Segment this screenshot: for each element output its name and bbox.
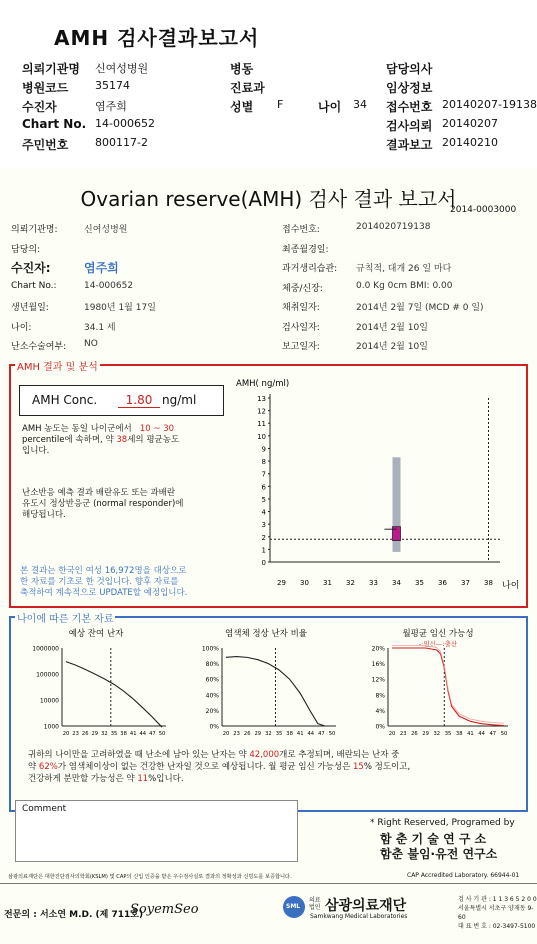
amh-response-prediction xyxy=(22,488,232,521)
y-tick-label: 0 xyxy=(261,559,266,567)
info-left-label: 수진자: xyxy=(11,261,51,275)
y-tick-label: 6 xyxy=(261,483,266,492)
y-tick-label: 3 xyxy=(261,521,266,530)
age-s3b: %입니다. xyxy=(148,774,184,784)
info-left-value: 34.1 세 xyxy=(84,322,116,333)
info-right-label: 최종월경일: xyxy=(282,244,329,255)
chart-title: 염색체 정상 난자 비율 xyxy=(224,629,308,639)
y-tick-label: 100000 xyxy=(36,671,59,679)
x-tick-label: 32 xyxy=(346,579,355,587)
amh-note1: 본 결과는 한국인 여성 16,972명을 대상으로 xyxy=(20,566,187,576)
info-right-label: 보고일자: xyxy=(282,342,320,352)
amh-p1c: 세의 평균농도 xyxy=(127,435,180,445)
age-s2a: 약 xyxy=(28,762,37,772)
remaining-eggs-value: 42,000 xyxy=(249,750,280,760)
y-tick-label: 16% xyxy=(371,661,385,669)
y-tick-label: 7 xyxy=(261,470,266,479)
amh-p2b: 유도시 정상반응군 (normal responder)에 xyxy=(22,499,184,509)
amh-age-chart xyxy=(228,372,524,602)
info-left-value: 염주희 xyxy=(84,261,119,275)
chart-title: 예상 잔여 난자 xyxy=(68,629,124,639)
y-tick-label: 11 xyxy=(257,420,266,429)
pregnancy-percent: 15 xyxy=(353,762,364,772)
x-tick-label: 29 xyxy=(91,731,99,737)
y-tick-label: 12% xyxy=(371,676,385,684)
info-left-label: 담당의: xyxy=(11,244,41,255)
header-value-v2: F xyxy=(277,98,284,111)
x-tick-label: 32 xyxy=(265,731,272,737)
amh-p1d: 입니다. xyxy=(22,446,50,456)
age-s2c: % 정도이고, xyxy=(363,762,411,772)
info-left-label: Chart No.: xyxy=(11,280,57,291)
info-left-value: 신여성병원 xyxy=(84,225,128,235)
x-tick-label: 50 xyxy=(158,731,166,737)
pregnancy-chance-chart xyxy=(358,626,518,742)
x-tick-label: 50 xyxy=(500,731,508,737)
header-value-v1: 염주희 xyxy=(95,100,127,113)
x-tick-label: 38 xyxy=(455,731,463,737)
comment-label: Comment xyxy=(22,804,67,814)
age-section-title: 나이에 따른 기본 자료 xyxy=(15,610,115,625)
y-tick-label: 40% xyxy=(205,692,219,700)
header-label-l3: 검사의뢰 xyxy=(386,119,433,133)
info-right-value: 0.0 Kg 0cm BMI: 0.00 xyxy=(356,280,453,291)
amh-p1b: percentile에 속하며, 약 xyxy=(22,435,114,445)
header-value-v3: 20140207-19138 xyxy=(442,98,537,111)
info-left-label: 나이: xyxy=(11,322,32,333)
header-label-l2: 병동 xyxy=(230,62,254,76)
y-tick-label: 8% xyxy=(375,692,385,700)
y-tick-label: 10 xyxy=(257,432,266,441)
x-tick-label: 32 xyxy=(101,731,108,737)
info-left-value: 14-000652 xyxy=(84,280,134,291)
y-tick-label: 4% xyxy=(375,707,385,715)
header-label-l3: 담당의사 xyxy=(386,62,433,76)
info-left-label: 생년월일: xyxy=(11,303,49,313)
info-right-value: 규칙적, 대개 26 일 마다 xyxy=(356,264,452,274)
x-tick-label: 26 xyxy=(243,731,251,737)
footer-divider xyxy=(0,883,537,884)
rights-line2: 함 춘 기 술 연 구 소 xyxy=(380,832,487,846)
x-tick-label: 23 xyxy=(233,731,240,737)
report-title: Ovarian reserve(AMH) 검사 결과 보고서 xyxy=(80,187,457,211)
x-tick-label: 44 xyxy=(139,731,147,737)
y-tick-label: 10000 xyxy=(39,697,59,705)
info-right-label: 접수번호: xyxy=(282,225,320,235)
y-tick-label: 8 xyxy=(261,458,266,467)
header-label-l2: 성별 xyxy=(230,100,254,114)
x-tick-label: 37 xyxy=(461,579,470,587)
y-tick-label: 0% xyxy=(375,723,385,731)
header-value-v4: 34 xyxy=(353,98,367,111)
info-right-value: 2014년 2월 10일 xyxy=(356,342,428,352)
header-value-v3: 20140210 xyxy=(442,136,498,149)
x-tick-label: 32 xyxy=(433,731,441,737)
x-tick-label: 23 xyxy=(399,731,407,737)
info-right-label: 채취일자: xyxy=(282,303,320,313)
rights-line1: * Right Reserved, Programed by xyxy=(370,818,515,828)
amh-p2c: 해당됩니다. xyxy=(22,510,66,520)
doctor-signature: SoyemSeo xyxy=(130,902,199,917)
x-tick-label: 41 xyxy=(296,731,304,737)
remaining-eggs-chart xyxy=(16,626,176,742)
x-tick-label: 35 xyxy=(275,731,283,737)
age-s2b: 가 염색체이상이 없는 건강한 난자일 것으로 예상됩니다. 월 평균 임신 가능성은 xyxy=(57,762,351,772)
amh-note3: 축적하여 계속적으로 UPDATE할 예정입니다. xyxy=(20,588,188,598)
x-tick-label: 44 xyxy=(307,731,315,737)
org-info2: 서울특별시 서초구 양재동 9-60 xyxy=(458,905,534,921)
y-tick-label: 20% xyxy=(205,707,219,715)
y-tick-label: 13 xyxy=(257,395,266,403)
header-label-l2: 진료과 xyxy=(230,81,265,95)
x-tick-label: 29 xyxy=(422,731,429,737)
x-tick-label: 47 xyxy=(149,731,156,737)
info-right-label: 체중/신장: xyxy=(282,283,323,294)
x-tick-label: 38 xyxy=(484,579,493,587)
info-right-value: 2014년 2월 10일 xyxy=(356,322,428,333)
amh-conc-value: 1.80 xyxy=(118,393,160,408)
header-label-l1: 의뢰기관명 xyxy=(22,62,80,76)
y-tick-label: 0% xyxy=(209,723,219,731)
amh-percentile-range: 10 ~ 30 xyxy=(139,424,175,434)
x-tick-label: 38 xyxy=(286,731,293,737)
x-axis-title: 나이 xyxy=(502,581,520,591)
amh-conc-label: AMH Conc. xyxy=(32,393,98,407)
x-tick-label: 33 xyxy=(369,579,378,587)
info-left-label: 의뢰기관명: xyxy=(11,225,58,235)
normal-egg-percent: 62% xyxy=(38,762,58,772)
header-label-l1: 병원코드 xyxy=(22,81,69,95)
x-tick-label: 29 xyxy=(254,731,262,737)
x-tick-label: 34 xyxy=(392,579,401,587)
header-value-v1: 35174 xyxy=(95,79,130,92)
info-left-label: 난소수술여부: xyxy=(11,342,67,352)
y-tick-label: 60% xyxy=(205,676,219,684)
header-label-l3: 접수번호 xyxy=(386,100,433,114)
amh-note2: 한 자료를 기초로 한 것입니다. 향후 자료를 xyxy=(20,577,179,587)
x-tick-label: 47 xyxy=(489,731,497,737)
header-label-l3: 결과보고 xyxy=(386,138,433,152)
org-logo-icon: SML xyxy=(283,896,305,918)
age-summary xyxy=(28,749,528,785)
header-value-v1: 800117-2 xyxy=(95,136,148,149)
amh-p2a: 난소반응 예측 결과 배란유도 또는 과배란 xyxy=(22,488,176,498)
comment-box xyxy=(15,800,298,862)
footer-cap: CAP Accredited Laboratory. 66944-01 xyxy=(407,872,520,879)
y-tick-label: 5 xyxy=(261,495,266,504)
org-info3: 대 표 번 호 : 02-3497-5100 xyxy=(458,923,536,930)
y-tick-label: 1000000 xyxy=(32,645,59,653)
footer-certification: 삼광의료재단은 대한진단검사의학회(KSLM) 및 CAP의 신입 인증을 받은 우수검사실로 결과의 정확성과 신빙도를 보증합니다. xyxy=(8,874,292,880)
y-tick-label: 1000 xyxy=(43,723,59,731)
y-tick-label: 80% xyxy=(205,661,219,669)
x-tick-label: 31 xyxy=(323,579,332,587)
x-tick-label: 35 xyxy=(415,579,424,587)
x-tick-label: 36 xyxy=(438,579,447,587)
header-label-l4: 나이 xyxy=(318,100,342,114)
org-name: 삼광의료재단 xyxy=(325,898,407,914)
amh-conc-box xyxy=(19,385,224,416)
amh-equivalent-age: 38 xyxy=(116,435,128,445)
normal-chromosome-chart xyxy=(186,626,346,742)
x-tick-label: 23 xyxy=(72,731,79,737)
info-right-label: 검사일자: xyxy=(282,322,320,333)
chart-title: 월평균 임신 가능성 xyxy=(402,629,474,639)
x-tick-label: 30 xyxy=(300,579,309,587)
y-tick-label: 1 xyxy=(261,546,266,555)
org-prefix: 의료 법인 xyxy=(309,897,321,911)
trend-line-secondary xyxy=(392,646,504,724)
x-tick-label: 38 xyxy=(120,731,127,737)
amh-data-note xyxy=(20,566,235,599)
y-tick-label: 9 xyxy=(261,445,266,454)
age-s3a: 건강하게 분만할 가능성은 약 xyxy=(28,774,135,784)
x-tick-label: 20 xyxy=(388,731,396,737)
amh-conc-unit: ng/ml xyxy=(162,393,197,407)
header-value-v1: 신여성병원 xyxy=(95,62,149,75)
header-value-v1: 14-000652 xyxy=(95,117,155,130)
y-tick-label: 12 xyxy=(257,407,266,416)
y-tick-label: 2 xyxy=(261,533,266,542)
y-tick-label: 100% xyxy=(201,645,219,653)
x-tick-label: 44 xyxy=(478,731,485,737)
footer-doctor: 전문의 : 서소연 M.D. (제 711호) xyxy=(4,910,144,920)
x-tick-label: 50 xyxy=(328,731,336,737)
x-tick-label: 29 xyxy=(277,579,286,587)
header-label-l1: 수진자 xyxy=(22,100,57,114)
header-value-v3: 20140207 xyxy=(442,117,498,130)
info-left-value: 1980년 1월 17일 xyxy=(84,303,156,313)
x-tick-label: 26 xyxy=(411,731,418,737)
x-tick-label: 41 xyxy=(129,731,137,737)
info-left-value: NO xyxy=(84,339,98,349)
amh-p1a: AMH 농도는 동일 나이군에서 xyxy=(22,424,132,434)
age-s1b: 개로 추정되며, 배란되는 난자 중 xyxy=(279,750,400,760)
org-english-name: Samkwang Medical Laboratories xyxy=(310,913,408,920)
trend-line xyxy=(66,662,162,728)
x-tick-label: 41 xyxy=(467,731,474,737)
x-tick-label: 35 xyxy=(110,731,118,737)
x-tick-label: 35 xyxy=(444,731,452,737)
amh-section-title: AMH 결과 및 분석 xyxy=(15,358,100,373)
y-axis-title: AMH( ng/ml) xyxy=(236,379,290,389)
header-label-l3: 임상정보 xyxy=(386,81,433,95)
header-label-l1: 주민번호 xyxy=(22,138,69,152)
age-s1a: 귀하의 나이만을 고려하였을 때 난소에 남아 있는 난자는 약 xyxy=(28,750,247,760)
amh-interpretation xyxy=(22,424,232,457)
info-right-label: 과거생리습관: xyxy=(282,264,338,274)
y-tick-label: 20% xyxy=(371,645,385,653)
info-right-value: 2014020719138 xyxy=(356,222,431,232)
rights-line3: 함춘 불임·유전 연구소 xyxy=(380,847,498,861)
org-info1: 검 사 기 관 : 1 1 3 6 5 2 0 0 xyxy=(458,896,537,903)
header-label-l1: Chart No. xyxy=(22,117,87,131)
org-info xyxy=(458,895,537,931)
x-tick-label: 47 xyxy=(318,731,325,737)
chart-legend: -:임신—:출산 xyxy=(418,640,458,648)
x-tick-label: 26 xyxy=(81,731,89,737)
x-tick-label: 20 xyxy=(62,731,70,737)
trend-line xyxy=(226,657,332,726)
report-header-title: AMH 검사결과보고서 xyxy=(54,26,260,50)
y-tick-label: 4 xyxy=(261,508,266,517)
birth-percent: 11 xyxy=(137,774,149,784)
info-right-value: 2014년 2월 7일 (MCD # 0 일) xyxy=(356,303,484,313)
document-number: 2014-0003000 xyxy=(450,205,517,215)
x-tick-label: 20 xyxy=(222,731,230,737)
